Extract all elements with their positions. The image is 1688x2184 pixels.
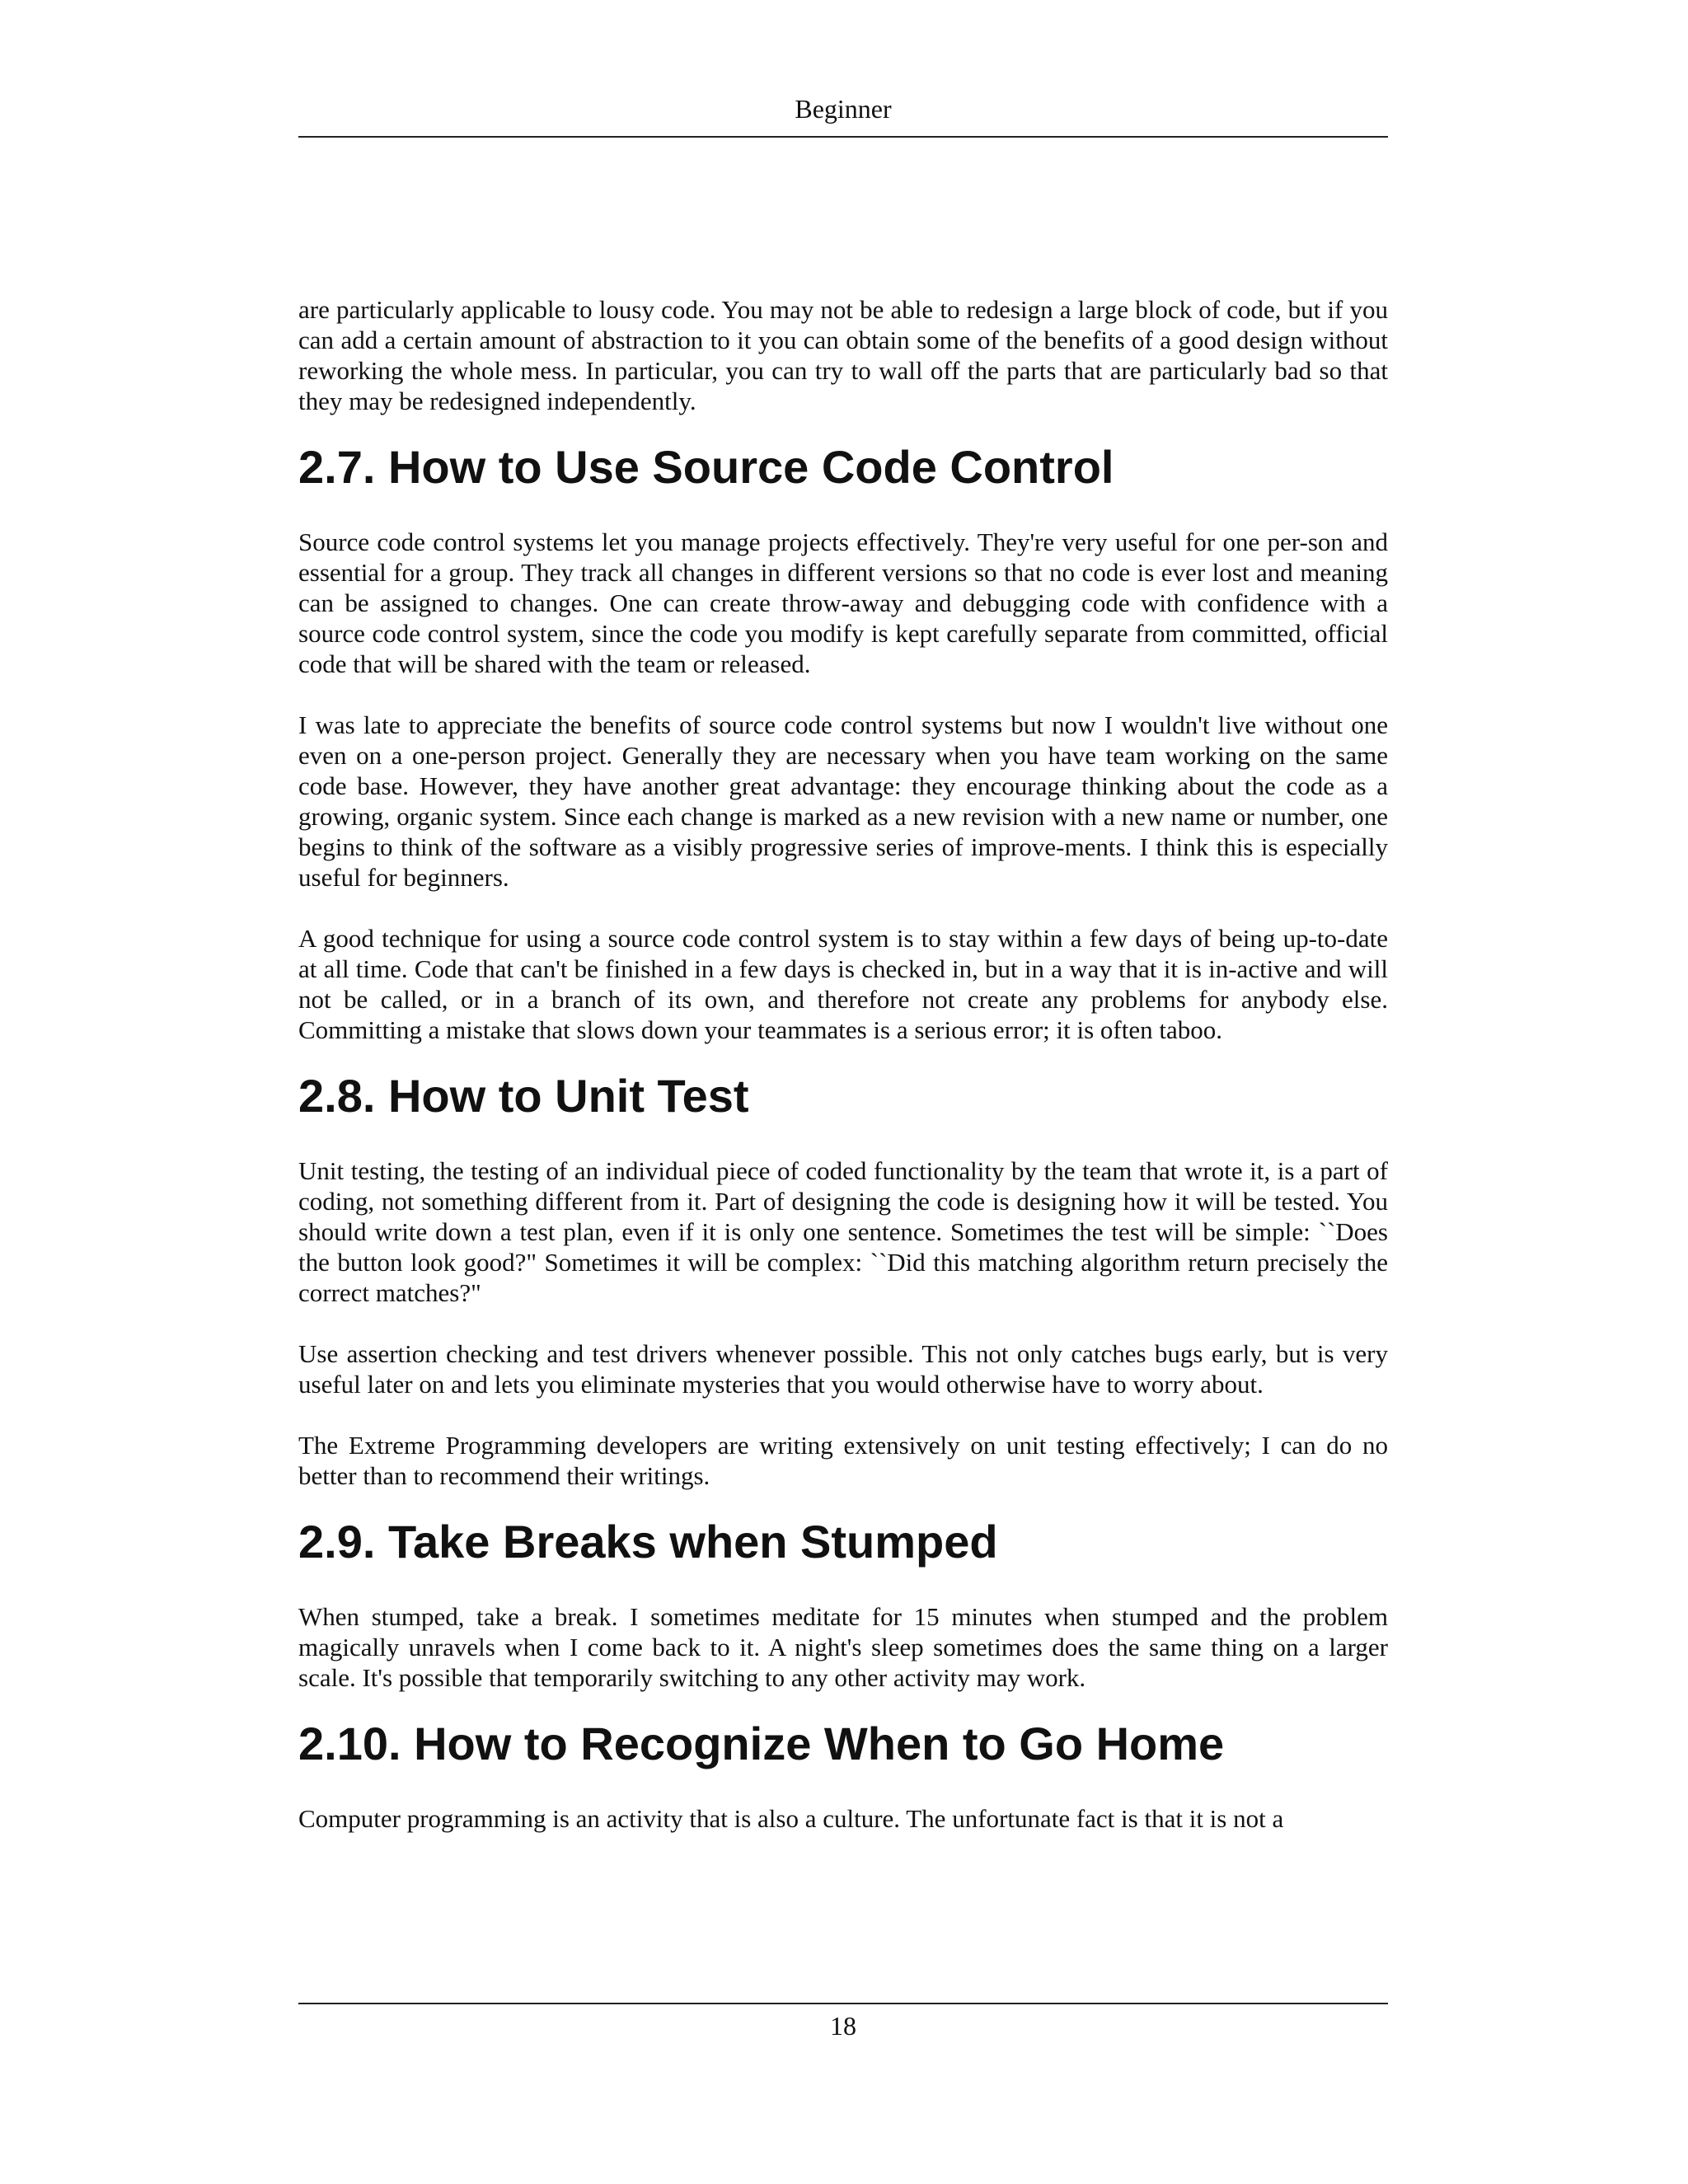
- paragraph: I was late to appreciate the benefits of source code control systems but now I wouldn't live without one even on a one-person project. Generally they are necessary when you have team working on the same code base. However, they have another great advantage: they encourage thinking about the code as a growing, organic system. Since each change is marked as a new revision with a new name or number, one begins to think of the software as a visibly progressive series of improve-ments. I think this is especially useful for beginners.: [298, 710, 1388, 892]
- paragraph: Use assertion checking and test drivers whenever possible. This not only catches bugs early, but is very useful later on and lets you eliminate mysteries that you would otherwise have to worry about.: [298, 1339, 1388, 1399]
- intro-paragraph: are particularly applicable to lousy code. You may not be able to redesign a large block of code, but if you can add a certain amount of abstraction to it you can obtain some of the benefits of a good design without reworking the whole mess. In particular, you can try to wall off the parts that are particularly bad so that they may be redesigned independently.: [298, 295, 1388, 415]
- paragraph: When stumped, take a break. I sometimes meditate for 15 minutes when stumped and the problem magically unravels when I come back to it. A night's sleep sometimes does the same thing on a larger scale. It's possible that temporarily switching to any other activity may work.: [298, 1602, 1388, 1692]
- page-content: [298, 294, 1388, 1864]
- header-divider: [298, 136, 1388, 138]
- section-heading: 2.8. How to Unit Test: [298, 1070, 749, 1122]
- paragraph: The Extreme Programming developers are writing extensively on unit testing effectively; I can do no better than to recommend their writings.: [298, 1431, 1388, 1490]
- document-page: [298, 0, 1388, 2184]
- paragraph: A good technique for using a source code control system is to stay within a few days of being up-to-date at all time. Code that can't be finished in a few days is checked in, but in a way that it is in-active and will not be called, or in a branch of its own, and therefore not create any problems for anybody else. Committing a mistake that slows down your teammates is a serious error; it is often taboo.: [298, 924, 1388, 1044]
- section-heading: 2.10. How to Recognize When to Go Home: [298, 1718, 1225, 1769]
- section-take-breaks: [298, 1514, 1388, 1693]
- footer-divider: [298, 2003, 1388, 2004]
- section-heading: 2.9. Take Breaks when Stumped: [298, 1516, 998, 1568]
- paragraph: Computer programming is an activity that is also a culture. The unfortunate fact is that it is not a: [298, 1804, 1284, 1833]
- section-heading: 2.7. How to Use Source Code Control: [298, 441, 1114, 493]
- paragraph: Unit testing, the testing of an individual piece of coded functionality by the team that wrote it, is a part of coding, not something different from it. Part of designing the code is designing how it will be tested. You should write down a test plan, even if it is only one sentence. Sometimes the test will be simple: ``Does the button look good?" Sometimes it will be complex: ``Did this matching algorithm return precisely the correct matches?": [298, 1156, 1388, 1307]
- section-unit-test: [298, 1068, 1388, 1491]
- section-go-home: [298, 1716, 1388, 1834]
- section-source-code-control: [298, 439, 1388, 1045]
- page-number: 18: [830, 2011, 856, 2041]
- running-header: Beginner: [795, 94, 892, 124]
- paragraph: Source code control systems let you manage projects effectively. They're very useful for one per-son and essential for a group. They track all changes in different versions so that no code is ever lost and meaning can be assigned to changes. One can create throw-away and debugging code with confidence with a source code control system, since the code you modify is kept carefully separate from committed, official code that will be shared with the team or released.: [298, 527, 1388, 678]
